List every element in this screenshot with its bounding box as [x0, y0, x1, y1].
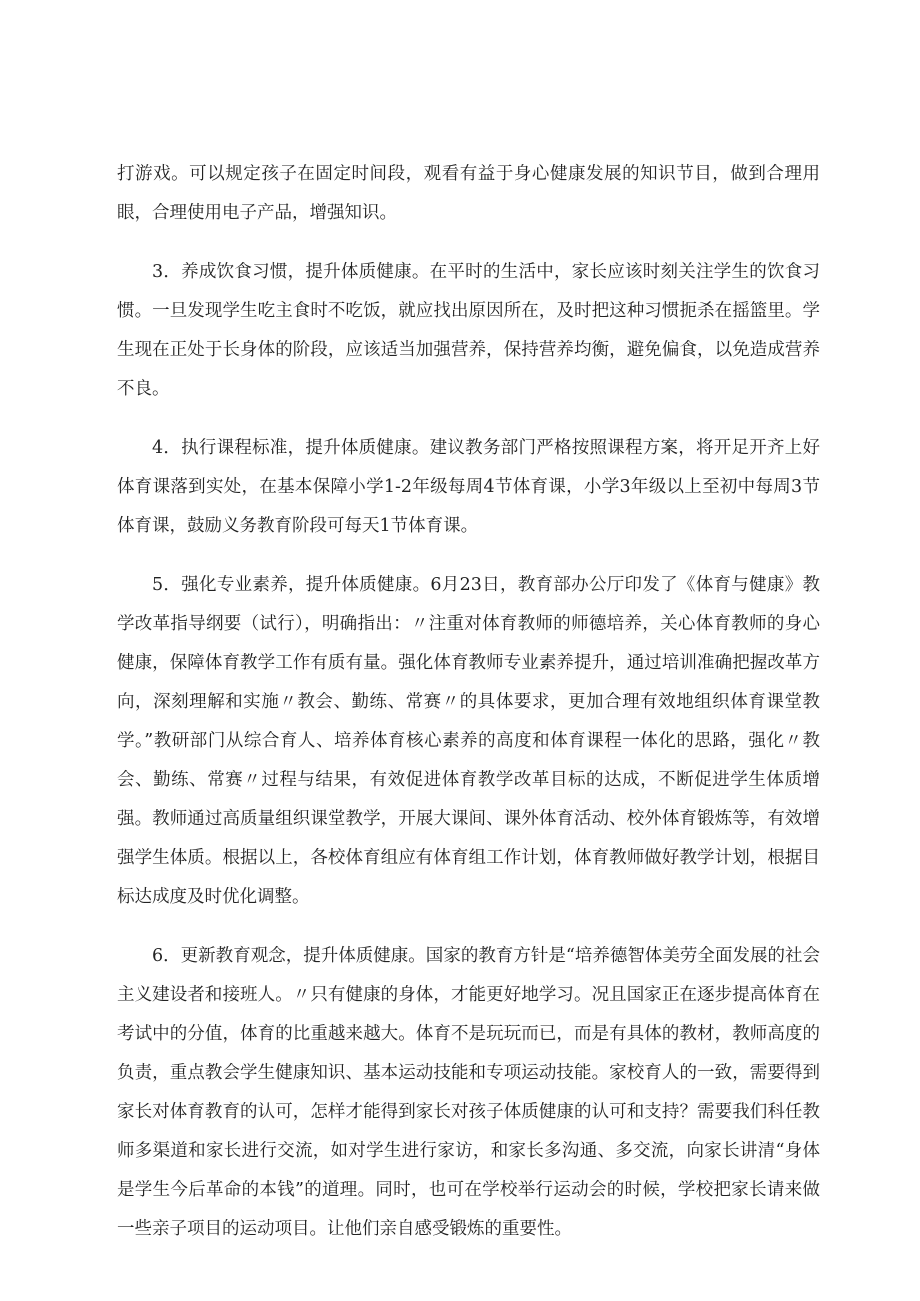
document-body	[117, 155, 820, 1269]
paragraph-continuation: 打游戏。可以规定孩子在固定时间段，观看有益于身心健康发展的知识节目，做到合理用眼，合理使用电子产品，增强知识。	[117, 164, 820, 223]
paragraph-item-6: 6．更新教育观念，提升体质健康。国家的教育方针是“培养德智体美劳全面发展的社会主义建设者和接班人。〃只有健康的身体，才能更好地学习。况且国家正在逐步提高体育在考试中的分值，体育的比重越来越大。体育不是玩玩而已，而是有具体的教材，教师高度的负责，重点教会学生健康知识、基本运动技能和专项运动技能。家校育人的一致，需要得到家长对体育教育的认可，怎样才能得到家长对孩子体质健康的认可和支持？需要我们科任教师多渠道和家长进行交流，如对学生进行家访，和家长多沟通、多交流，向家长讲清“身体是学生今后革命的本钱”的道理。同时，也可在学校举行运动会的时候，学校把家长请来做一些亲子项目的运动项目。让他们亲自感受锻炼的重要性。	[117, 946, 820, 1239]
paragraph-item-4: 4．执行课程标准，提升体质健康。建议教务部门严格按照课程方案，将开足开齐上好体育课落到实处，在基本保障小学1-2年级每周4节体育课，小学3年级以上至初中每周3节体育课，鼓励义务教育阶段可每天1节体育课。	[117, 438, 820, 536]
paragraph-item-5: 5．强化专业素养，提升体质健康。6月23日，教育部办公厅印发了《体育与健康》教学改革指导纲要（试行），明确指出：〃注重对体育教师的师德培养，关心体育教师的身心健康，保障体育教学工作有质有量。强化体育教师专业素养提升，通过培训准确把握改革方向，深刻理解和实施〃教会、勤练、常赛〃的具体要求，更加合理有效地组织体育课堂教学。”教研部门从综合育人、培养体育核心素养的高度和体育课程一体化的思路，强化〃教会、勤练、常赛〃过程与结果，有效促进体育教学改革目标的达成，不断促进学生体质增强。教师通过高质量组织课堂教学，开展大课间、课外体育活动、校外体育锻炼等，有效增强学生体质。根据以上，各校体育组应有体育组工作计划，体育教师做好教学计划，根据目标达成度及时优化调整。	[117, 575, 820, 907]
paragraph-item-3: 3．养成饮食习惯，提升体质健康。在平时的生活中，家长应该时刻关注学生的饮食习惯。一旦发现学生吃主食时不吃饭，就应找出原因所在，及时把这种习惯扼杀在摇篮里。学生现在正处于长身体的阶段，应该适当加强营养，保持营养均衡，避免偏食，以免造成营养不良。	[117, 262, 820, 399]
